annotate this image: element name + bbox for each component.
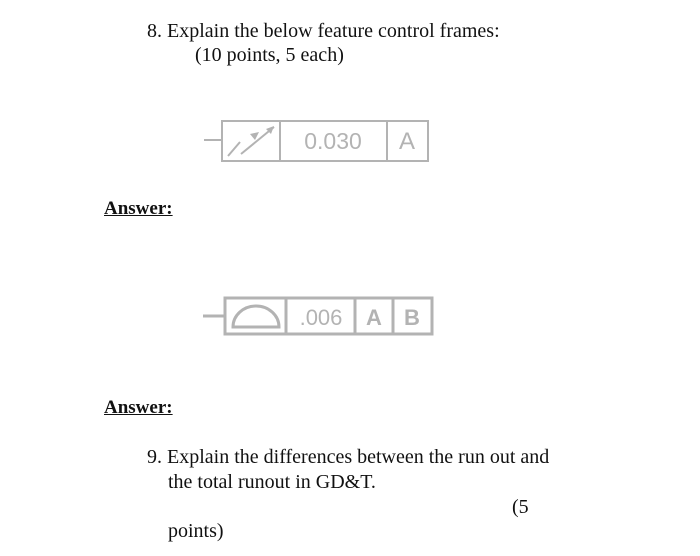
datum-reference: A <box>398 128 416 155</box>
feature-control-frame-runout <box>204 118 432 164</box>
datum-reference-a: A <box>366 305 382 330</box>
answer-label: Answer: <box>104 198 173 219</box>
question-8-points: (10 points, 5 each) <box>195 44 344 66</box>
answer-label: Answer: <box>104 397 173 418</box>
question-9-points-open: (5 <box>512 496 529 518</box>
question-9-points-close: points) <box>168 520 224 542</box>
question-9-text-continued: the total runout in GD&T. <box>168 471 376 493</box>
question-9-text: 9. Explain the differences between the run out and <box>147 446 550 468</box>
tolerance-value: 0.030 <box>304 128 362 154</box>
tolerance-value: .006 <box>299 305 343 330</box>
feature-control-frame-profile <box>203 294 437 338</box>
question-8-text: 8. Explain the below feature control frames: <box>147 20 500 42</box>
profile-of-a-surface-icon <box>233 306 279 327</box>
datum-reference-b: B <box>404 305 420 330</box>
circular-runout-icon <box>228 126 274 156</box>
